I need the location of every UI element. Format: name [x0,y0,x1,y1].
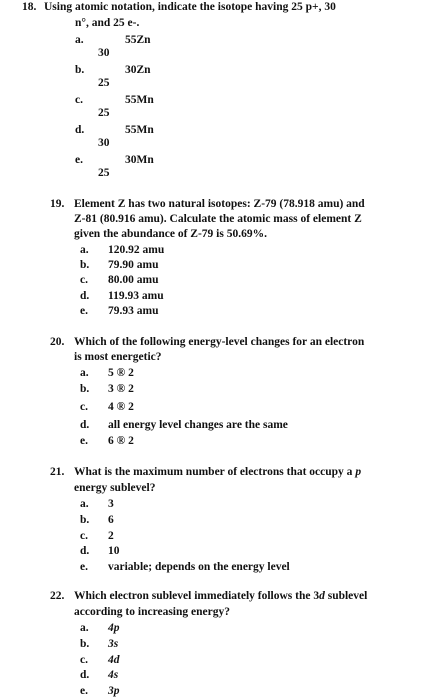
option-a[interactable]: 4p [108,622,120,634]
option-letter: b. [80,383,90,395]
option-e[interactable]: variable; depends on the energy level [108,561,290,573]
question-text-line: What is the maximum number of electrons that occupy a p [74,466,362,478]
option-letter: c. [80,401,88,413]
question-number: 21. [50,466,65,478]
option-e[interactable]: 6 ® 2 [108,435,134,447]
option-b-atomic-number: 25 [98,77,110,89]
question-text-line: Element Z has two natural isotopes: Z-79 (78.918 amu) and [74,198,365,210]
question-number: 20. [50,336,65,348]
option-a[interactable]: 120.92 amu [108,244,165,256]
option-letter: c. [75,94,83,106]
option-letter: e. [80,561,88,573]
question-text-line: according to increasing energy? [74,606,230,618]
option-c[interactable]: 4d [108,654,120,666]
option-a[interactable]: 3 [108,498,114,510]
option-e-isotope[interactable]: 30Mn [125,154,154,166]
option-b[interactable]: 3 ® 2 [108,383,134,395]
option-letter: b. [75,64,85,76]
option-c-atomic-number: 25 [98,107,110,119]
option-letter: d. [80,545,90,557]
option-letter: e. [80,435,88,447]
option-letter: d. [80,290,90,302]
question-text-line: Which electron sublevel immediately follows the 3d sublevel [74,590,368,602]
option-letter: e. [80,685,88,697]
option-letter: a. [75,34,84,46]
option-letter: c. [80,530,88,542]
option-d-atomic-number: 30 [98,137,110,149]
option-a-atomic-number: 30 [98,47,110,59]
option-e-atomic-number: 25 [98,167,110,179]
option-b[interactable]: 3s [108,638,119,650]
option-letter: a. [80,367,89,379]
question-number: 19. [50,198,65,210]
option-d[interactable]: 10 [108,545,120,557]
option-letter: b. [80,259,90,271]
option-a-isotope[interactable]: 55Zn [125,34,151,46]
option-c[interactable]: 4 ® 2 [108,401,134,413]
option-a[interactable]: 5 ® 2 [108,367,134,379]
question-text-line: is most energetic? [74,351,162,363]
option-letter: a. [80,622,89,634]
option-letter: a. [80,244,89,256]
option-b[interactable]: 6 [108,514,114,526]
question-text-line: Z-81 (80.916 amu). Calculate the atomic mass of element Z [74,213,362,225]
option-d[interactable]: 4s [108,669,119,681]
option-d-isotope[interactable]: 55Mn [125,124,154,136]
option-letter: b. [80,514,90,526]
option-letter: c. [80,654,88,666]
option-e[interactable]: 3p [108,685,120,697]
question-text-line: Using atomic notation, indicate the isotope having 25 p+, 30 [44,1,336,13]
question-text-line: n°, and 25 e-. [75,17,140,29]
option-c-isotope[interactable]: 55Mn [125,94,154,106]
option-letter: d. [75,124,85,136]
option-d[interactable]: all energy level changes are the same [108,419,288,431]
option-b-isotope[interactable]: 30Zn [125,64,151,76]
option-letter: d. [80,669,90,681]
question-number: 22. [50,590,65,602]
option-c[interactable]: 2 [108,530,114,542]
option-letter: a. [80,498,89,510]
option-b[interactable]: 79.90 amu [108,259,159,271]
option-letter: b. [80,638,90,650]
option-letter: d. [80,419,90,431]
option-letter: e. [75,154,83,166]
option-d[interactable]: 119.93 amu [108,290,164,302]
option-letter: e. [80,305,88,317]
option-letter: c. [80,274,88,286]
question-text-line: given the abundance of Z-79 is 50.69%. [74,228,267,240]
option-c[interactable]: 80.00 amu [108,274,159,286]
question-text-line: Which of the following energy-level changes for an electron [74,336,365,348]
option-e[interactable]: 79.93 amu [108,305,159,317]
question-number: 18. [22,1,37,13]
question-text-line: energy sublevel? [74,482,156,494]
